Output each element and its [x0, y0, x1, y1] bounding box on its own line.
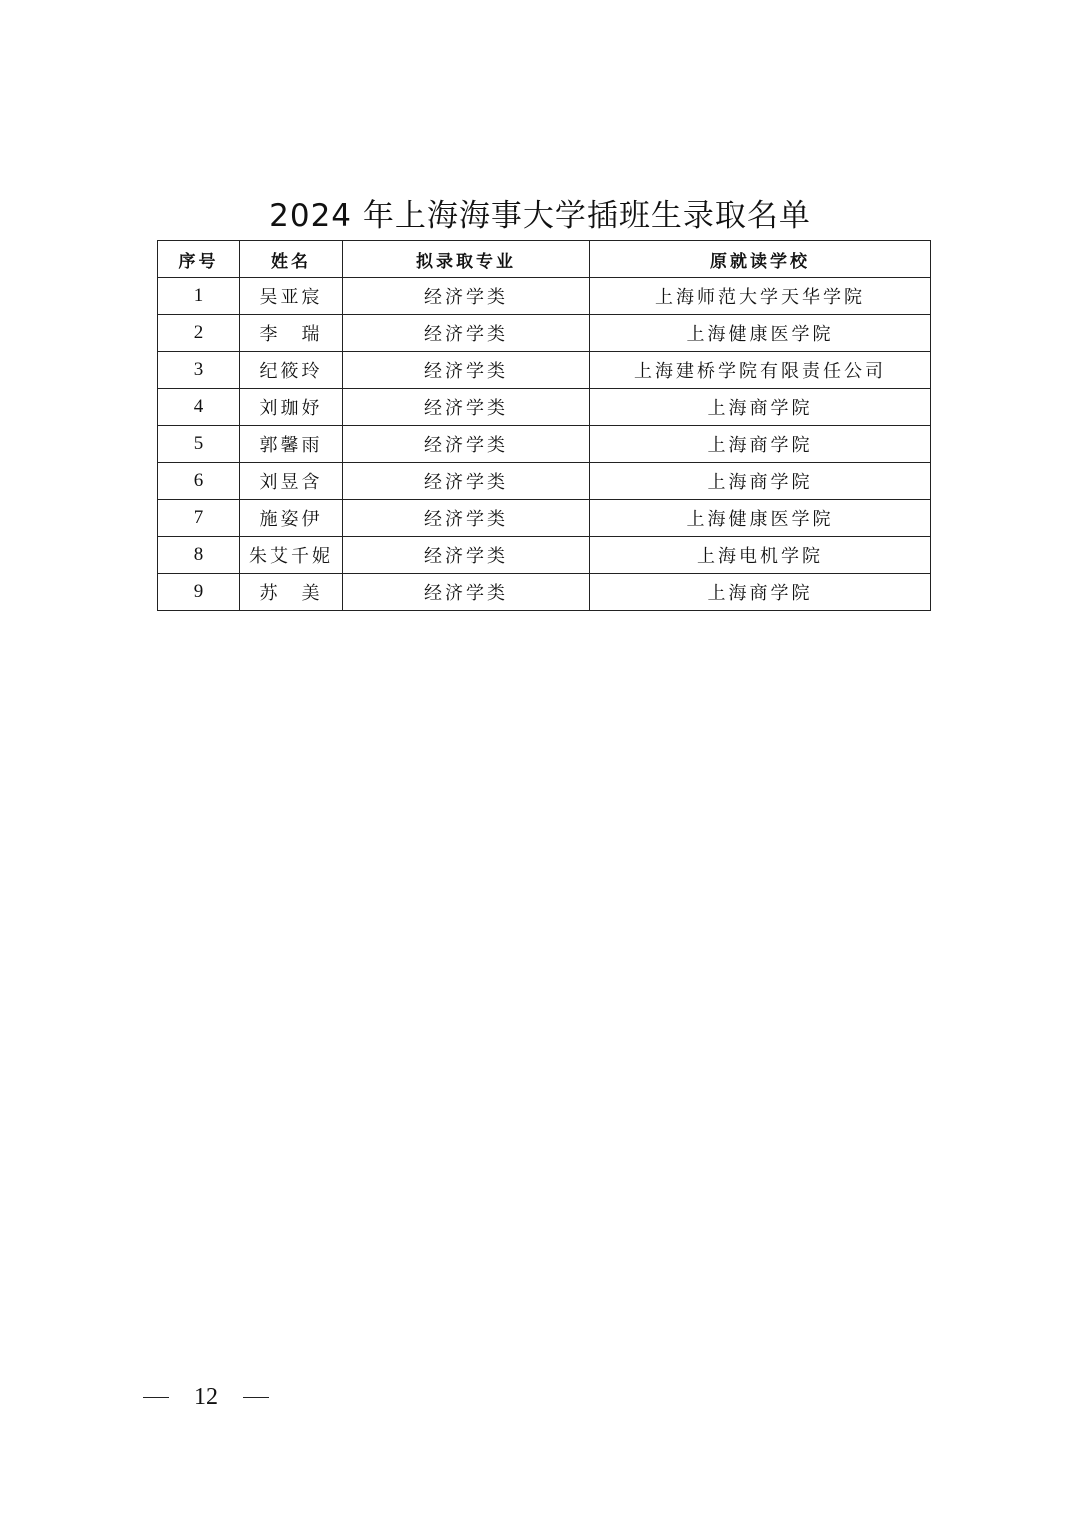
cell-index: 2 — [158, 315, 240, 352]
cell-name: 施姿伊 — [240, 500, 343, 537]
cell-school: 上海商学院 — [590, 463, 931, 500]
table-row — [158, 500, 931, 537]
cell-school: 上海健康医学院 — [590, 315, 931, 352]
cell-name: 吴亚宸 — [240, 278, 343, 315]
cell-index: 7 — [158, 500, 240, 537]
cell-major: 经济学类 — [343, 574, 590, 611]
table-row — [158, 463, 931, 500]
cell-name: 郭馨雨 — [240, 426, 343, 463]
table-row — [158, 352, 931, 389]
cell-index: 3 — [158, 352, 240, 389]
cell-name: 李 瑞 — [240, 315, 343, 352]
cell-major: 经济学类 — [343, 315, 590, 352]
cell-school: 上海电机学院 — [590, 537, 931, 574]
table-row — [158, 574, 931, 611]
cell-major: 经济学类 — [343, 389, 590, 426]
table-header-row — [158, 241, 931, 278]
header-school: 原就读学校 — [590, 241, 931, 278]
header-major: 拟录取专业 — [343, 241, 590, 278]
admission-list-table — [157, 240, 931, 611]
cell-major: 经济学类 — [343, 278, 590, 315]
table-row — [158, 537, 931, 574]
footer-dash-right — [243, 1397, 269, 1398]
table-row — [158, 278, 931, 315]
header-index: 序号 — [158, 241, 240, 278]
table-row — [158, 389, 931, 426]
cell-major: 经济学类 — [343, 352, 590, 389]
cell-index: 1 — [158, 278, 240, 315]
cell-index: 5 — [158, 426, 240, 463]
page-footer — [143, 1380, 269, 1414]
cell-name: 刘昱含 — [240, 463, 343, 500]
cell-major: 经济学类 — [343, 537, 590, 574]
cell-school: 上海商学院 — [590, 426, 931, 463]
cell-major: 经济学类 — [343, 500, 590, 537]
cell-school: 上海商学院 — [590, 574, 931, 611]
cell-school: 上海师范大学天华学院 — [590, 278, 931, 315]
footer-dash-left — [143, 1397, 169, 1398]
cell-name: 纪筱玲 — [240, 352, 343, 389]
page-number: 12 — [194, 1383, 218, 1410]
header-name: 姓名 — [240, 241, 343, 278]
cell-name: 朱艾千妮 — [240, 537, 343, 574]
table-row — [158, 426, 931, 463]
cell-school: 上海建桥学院有限责任公司 — [590, 352, 931, 389]
cell-name: 苏 美 — [240, 574, 343, 611]
table-row — [158, 315, 931, 352]
cell-index: 6 — [158, 463, 240, 500]
cell-index: 4 — [158, 389, 240, 426]
cell-major: 经济学类 — [343, 426, 590, 463]
cell-major: 经济学类 — [343, 463, 590, 500]
document-title: 2024 年上海海事大学插班生录取名单 — [269, 198, 811, 234]
cell-index: 9 — [158, 574, 240, 611]
cell-index: 8 — [158, 537, 240, 574]
cell-school: 上海商学院 — [590, 389, 931, 426]
cell-school: 上海健康医学院 — [590, 500, 931, 537]
cell-name: 刘珈妤 — [240, 389, 343, 426]
